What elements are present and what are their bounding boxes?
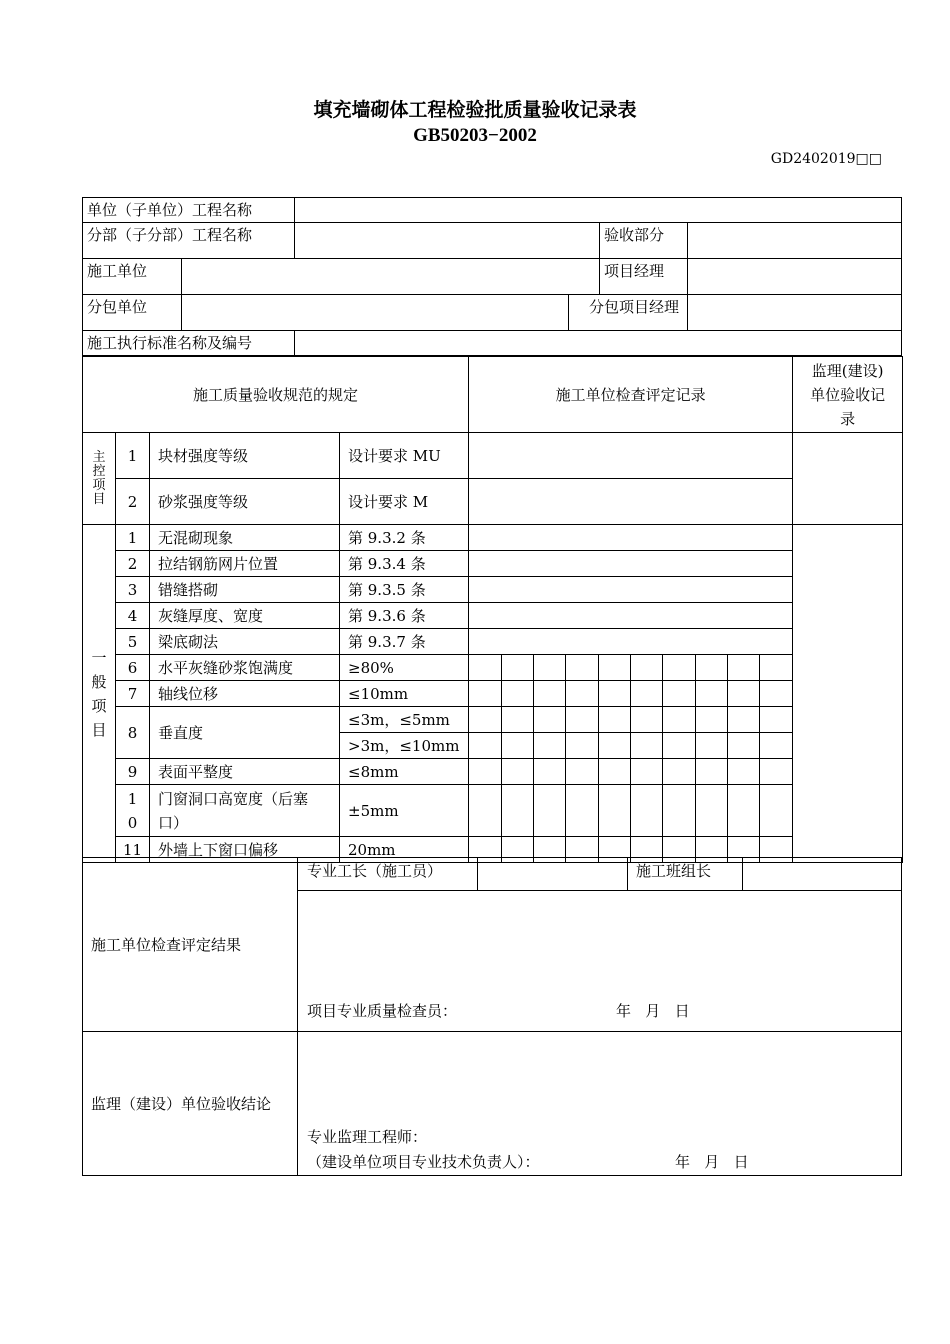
- measure-cell[interactable]: [728, 733, 760, 759]
- construction-date: 年 月 日: [616, 1002, 690, 1020]
- item-requirement: 第 9.3.4 条: [340, 551, 469, 577]
- item-requirement: ≤8mm: [340, 759, 469, 785]
- record-cell[interactable]: [469, 629, 793, 655]
- item-number: 2: [116, 479, 150, 525]
- item-requirement: 设计要求 M: [340, 479, 469, 525]
- measure-cell[interactable]: [599, 733, 631, 759]
- record-cell[interactable]: [469, 577, 793, 603]
- measure-cell[interactable]: [502, 785, 534, 837]
- construction-unit-field[interactable]: [182, 259, 600, 295]
- record-cell[interactable]: [469, 603, 793, 629]
- measure-cell[interactable]: [566, 785, 599, 837]
- item-name: 块材强度等级: [150, 433, 340, 479]
- measure-cell[interactable]: [469, 733, 502, 759]
- item-name: 无混砌现象: [150, 525, 340, 551]
- item-number: 2: [116, 551, 150, 577]
- item-number: 6: [116, 655, 150, 681]
- sub-project-label: 分部（子分部）工程名称: [83, 223, 295, 259]
- item-requirement: ≥80%: [340, 655, 469, 681]
- item-requirement: 设计要求 MU: [340, 433, 469, 479]
- item-requirement: 第 9.3.7 条: [340, 629, 469, 655]
- record-cell[interactable]: [469, 433, 793, 479]
- team-leader-field[interactable]: [743, 858, 902, 891]
- item-name: 砂浆强度等级: [150, 479, 340, 525]
- measure-cell[interactable]: [502, 733, 534, 759]
- measure-cell[interactable]: [631, 733, 663, 759]
- measure-cell[interactable]: [760, 785, 793, 837]
- measure-cell[interactable]: [728, 681, 760, 707]
- main-items-label: 主 控 项 目: [83, 433, 116, 525]
- measure-cell[interactable]: [696, 785, 728, 837]
- item-name: 梁底砌法: [150, 629, 340, 655]
- measure-cell[interactable]: [760, 759, 793, 785]
- measure-cell[interactable]: [663, 655, 696, 681]
- record-column-header: 施工单位检查评定记录: [469, 357, 793, 433]
- record-cell[interactable]: [469, 479, 793, 525]
- inspector-label: 项目专业质量检查员：: [307, 1002, 458, 1020]
- measure-cell[interactable]: [631, 655, 663, 681]
- standard-label: 施工执行标准名称及编号: [83, 331, 295, 356]
- item-name: 门窗洞口高宽度（后塞 口）: [150, 785, 340, 837]
- measure-cell[interactable]: [696, 733, 728, 759]
- item-name: 拉结钢筋网片位置: [150, 551, 340, 577]
- inspection-table: [82, 356, 903, 863]
- project-manager-field[interactable]: [688, 259, 902, 295]
- team-leader-label: 施工班组长: [628, 858, 743, 891]
- measure-cell[interactable]: [663, 681, 696, 707]
- item-name: 灰缝厚度、宽度: [150, 603, 340, 629]
- measure-cell[interactable]: [728, 785, 760, 837]
- measure-cell[interactable]: [631, 707, 663, 733]
- construction-result-label: 施工单位检查评定结果: [83, 858, 298, 1032]
- measure-cell[interactable]: [696, 681, 728, 707]
- measure-cell[interactable]: [760, 655, 793, 681]
- engineer-label: 专业监理工程师：: [307, 1128, 428, 1146]
- info-table: [82, 197, 902, 356]
- measure-cell[interactable]: [760, 681, 793, 707]
- measure-cell[interactable]: [502, 759, 534, 785]
- item-requirement: 第 9.3.6 条: [340, 603, 469, 629]
- acceptance-part-label: 验收部分: [600, 223, 688, 259]
- measure-cell[interactable]: [534, 655, 566, 681]
- measure-cell[interactable]: [696, 655, 728, 681]
- measure-cell[interactable]: [534, 759, 566, 785]
- measure-cell[interactable]: [566, 707, 599, 733]
- item-name: 垂直度: [150, 707, 340, 759]
- measure-cell[interactable]: [760, 707, 793, 733]
- supervision-result-label: 监理（建设）单位验收结论: [83, 1032, 298, 1176]
- item-requirement: >3m，≤10mm: [340, 733, 469, 759]
- item-requirement: ±5mm: [340, 785, 469, 837]
- measure-cell[interactable]: [760, 733, 793, 759]
- item-number: 7: [116, 681, 150, 707]
- item-requirement: 第 9.3.2 条: [340, 525, 469, 551]
- measure-cell[interactable]: [631, 759, 663, 785]
- item-number: 3: [116, 577, 150, 603]
- measure-cell[interactable]: [599, 707, 631, 733]
- supervision-result-area[interactable]: [298, 1032, 902, 1176]
- foreman-field[interactable]: [478, 858, 628, 891]
- owner-label: （建设单位项目专业技术负责人）：: [307, 1153, 540, 1171]
- measure-cell[interactable]: [599, 785, 631, 837]
- measure-cell[interactable]: [663, 733, 696, 759]
- measure-cell[interactable]: [566, 733, 599, 759]
- item-name: 轴线位移: [150, 681, 340, 707]
- item-number: 9: [116, 759, 150, 785]
- acceptance-part-field[interactable]: [688, 223, 902, 259]
- measure-cell[interactable]: [631, 785, 663, 837]
- measure-cell[interactable]: [631, 681, 663, 707]
- item-number: 4: [116, 603, 150, 629]
- supervision-column-header: [793, 357, 903, 433]
- general-items-label: 一 般 项 目: [83, 525, 116, 863]
- measure-cell[interactable]: [728, 655, 760, 681]
- item-requirement: ≤10mm: [340, 681, 469, 707]
- results-table: [82, 857, 902, 1176]
- item-requirement: 20mm: [340, 837, 469, 863]
- subcontract-manager-field[interactable]: [688, 295, 902, 331]
- measure-cell[interactable]: [599, 655, 631, 681]
- record-cell[interactable]: [469, 525, 793, 551]
- measure-cell[interactable]: [469, 655, 502, 681]
- spec-column-header: 施工质量验收规范的规定: [83, 357, 469, 433]
- subcontract-unit-label: 分包单位: [83, 295, 182, 331]
- subcontract-manager-label: 分包项目经理: [569, 295, 688, 331]
- project-manager-label: 项目经理: [600, 259, 688, 295]
- page-title: 填充墙砌体工程检验批质量验收记录表: [313, 99, 637, 121]
- item-requirement: ≤3m，≤5mm: [340, 707, 469, 733]
- measure-cell[interactable]: [566, 681, 599, 707]
- supervision-date: 年 月 日: [675, 1153, 749, 1171]
- supervision-cell[interactable]: [793, 525, 903, 863]
- measure-cell[interactable]: [599, 681, 631, 707]
- item-number: 1 0: [116, 785, 150, 837]
- measure-cell[interactable]: [469, 681, 502, 707]
- construction-unit-label: 施工单位: [83, 259, 182, 295]
- item-requirement: 第 9.3.5 条: [340, 577, 469, 603]
- foreman-label: 专业工长（施工员）: [298, 858, 478, 891]
- unit-project-label: 单位（子单位）工程名称: [83, 198, 295, 223]
- subcontract-unit-field[interactable]: [182, 295, 569, 331]
- measure-cell[interactable]: [696, 707, 728, 733]
- measure-cell[interactable]: [566, 655, 599, 681]
- item-number: 8: [116, 707, 150, 759]
- measure-cell[interactable]: [534, 785, 566, 837]
- unit-project-field[interactable]: [295, 198, 902, 223]
- item-number: 1: [116, 433, 150, 479]
- measure-cell[interactable]: [502, 707, 534, 733]
- supervision-header-line: 监理(建设): [811, 361, 884, 380]
- item-name: 错缝搭砌: [150, 577, 340, 603]
- measure-cell[interactable]: [534, 681, 566, 707]
- item-number: 1: [116, 525, 150, 551]
- item-number: 11: [116, 837, 150, 863]
- measure-cell[interactable]: [566, 759, 599, 785]
- standard-field[interactable]: [295, 331, 902, 356]
- measure-cell[interactable]: [469, 785, 502, 837]
- supervision-header-line: 单位验收记: [810, 385, 886, 404]
- measure-cell[interactable]: [728, 759, 760, 785]
- measure-cell[interactable]: [534, 733, 566, 759]
- supervision-header-line: 录: [840, 409, 856, 428]
- supervision-cell[interactable]: [793, 433, 903, 525]
- measure-cell[interactable]: [663, 785, 696, 837]
- measure-cell[interactable]: [663, 759, 696, 785]
- measure-cell[interactable]: [502, 655, 534, 681]
- standard-code: GB50203−2002: [413, 125, 537, 146]
- item-name: 表面平整度: [150, 759, 340, 785]
- sub-project-field[interactable]: [295, 223, 600, 259]
- measure-cell[interactable]: [469, 759, 502, 785]
- item-number: 5: [116, 629, 150, 655]
- construction-result-area[interactable]: [298, 891, 902, 1032]
- measure-cell[interactable]: [728, 707, 760, 733]
- measure-cell[interactable]: [469, 707, 502, 733]
- item-name: 外墙上下窗口偏移: [150, 837, 340, 863]
- record-cell[interactable]: [469, 551, 793, 577]
- item-name: 水平灰缝砂浆饱满度: [150, 655, 340, 681]
- measure-cell[interactable]: [663, 707, 696, 733]
- measure-cell[interactable]: [502, 681, 534, 707]
- document-number: GD2402019□□: [770, 151, 882, 167]
- measure-cell[interactable]: [599, 759, 631, 785]
- measure-cell[interactable]: [534, 707, 566, 733]
- measure-cell[interactable]: [696, 759, 728, 785]
